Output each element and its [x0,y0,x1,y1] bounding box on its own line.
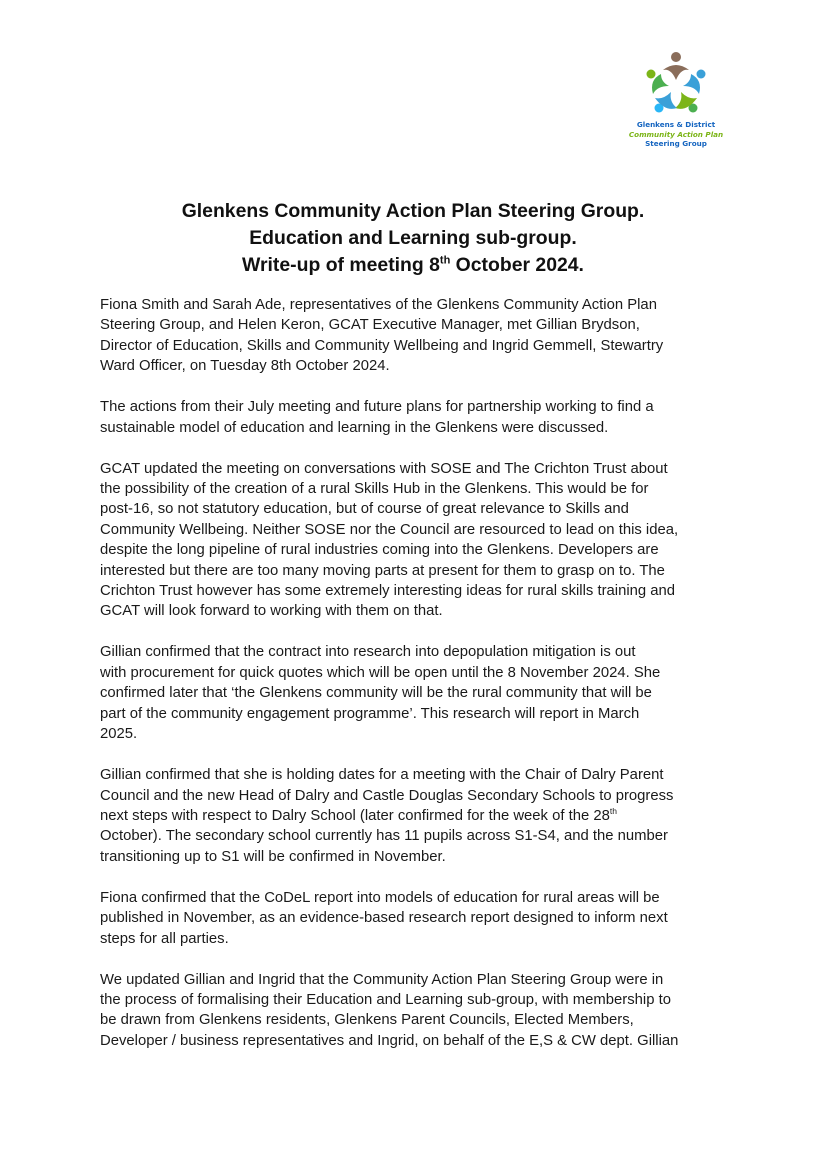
paragraph [100,888,740,949]
text-line: Crichton Trust however has some extremely interesting ideas for rural skills training and [100,583,676,600]
document-title [100,198,726,279]
text-line: with procurement for quick quotes which will be open until the 8 November 2024. She [100,664,661,681]
text-line: GCAT will look forward to working with them on that. [100,603,443,620]
text-line: GCAT updated the meeting on conversations with SOSE and The Crichton Trust about [100,460,668,477]
text-line: be drawn from Glenkens residents, Glenkens Parent Councils, Elected Members, [100,1012,634,1029]
text-line: transitioning up to S1 will be confirmed in November. [100,848,446,865]
text-line: October). The secondary school currently has 11 pupils across S1-S4, and the number [100,828,668,845]
paragraph [100,295,740,377]
paragraph [100,970,740,1052]
paragraph [100,459,740,622]
document-body [100,295,740,1072]
text-line: Ward Officer, on Tuesday 8th October 2024. [100,358,390,375]
steering-group-logo [628,50,724,158]
text-line: confirmed later that ‘the Glenkens community will be the rural community that will be [100,685,652,702]
logo-name-line3: Steering Group [645,139,707,148]
text-line: despite the long pipeline of rural industries coming into the Glenkens. Developers are [100,542,659,559]
title-line-2: Education and Learning sub-group. [249,227,577,249]
text-line: We updated Gillian and Ingrid that the Community Action Plan Steering Group were in [100,971,664,988]
paragraph [100,642,740,744]
text-line: sustainable model of education and learning in the Glenkens were discussed. [100,419,609,436]
text-line: the possibility of the creation of a rural Skills Hub in the Glenkens. This would be for [100,481,649,498]
text-line: Council and the new Head of Dalry and Castle Douglas Secondary Schools to progress [100,787,674,804]
title-line-1: Glenkens Community Action Plan Steering Group. [181,200,645,222]
text-line: Steering Group, and Helen Keron, GCAT Executive Manager, met Gillian Brydson, [100,317,640,334]
paragraph [100,765,740,867]
text-line: Gillian confirmed that the contract into research into depopulation mitigation is out [100,644,636,661]
text-line: post-16, so not statutory education, but of course of great relevance to Skills and [100,501,629,518]
text-line: Fiona Smith and Sarah Ade, representatives of the Glenkens Community Action Plan [100,297,657,313]
text-line: The actions from their July meeting and future plans for partnership working to find a [100,399,654,416]
text-line: interested but there are too many moving parts at present for them to grasp on to. The [100,562,665,579]
paragraph [100,397,740,438]
logo-name-line1: Glenkens & District [636,120,716,129]
text-line: part of the community engagement programme’. This research will report in March [100,705,640,722]
community-figures-icon [641,50,711,118]
title-line-3: Write-up of meeting 8th October 2024. [242,254,584,276]
text-line: Fiona confirmed that the CoDeL report into models of education for rural areas will be [100,889,660,906]
text-line: Gillian confirmed that she is holding dates for a meeting with the Chair of Dalry Parent [100,767,664,784]
text-line: published in November, as an evidence-based research report designed to inform next [100,910,668,927]
text-line: the process of formalising their Education and Learning sub-group, with membership to [100,991,671,1008]
text-line: Developer / business representatives and Ingrid, on behalf of the E,S & CW dept. Gillian [100,1032,679,1049]
logo-name-line2: Community Action Plan [628,129,724,139]
text-line: Director of Education, Skills and Community Wellbeing and Ingrid Gemmell, Stewartry [100,337,664,354]
text-line: Community Wellbeing. Neither SOSE nor the Council are resourced to lead on this idea, [100,521,679,538]
text-line: steps for all parties. [100,930,229,947]
text-line: 2025. [100,726,138,743]
text-line: next steps with respect to Dalry School (later confirmed for the week of the 28th [100,805,617,824]
